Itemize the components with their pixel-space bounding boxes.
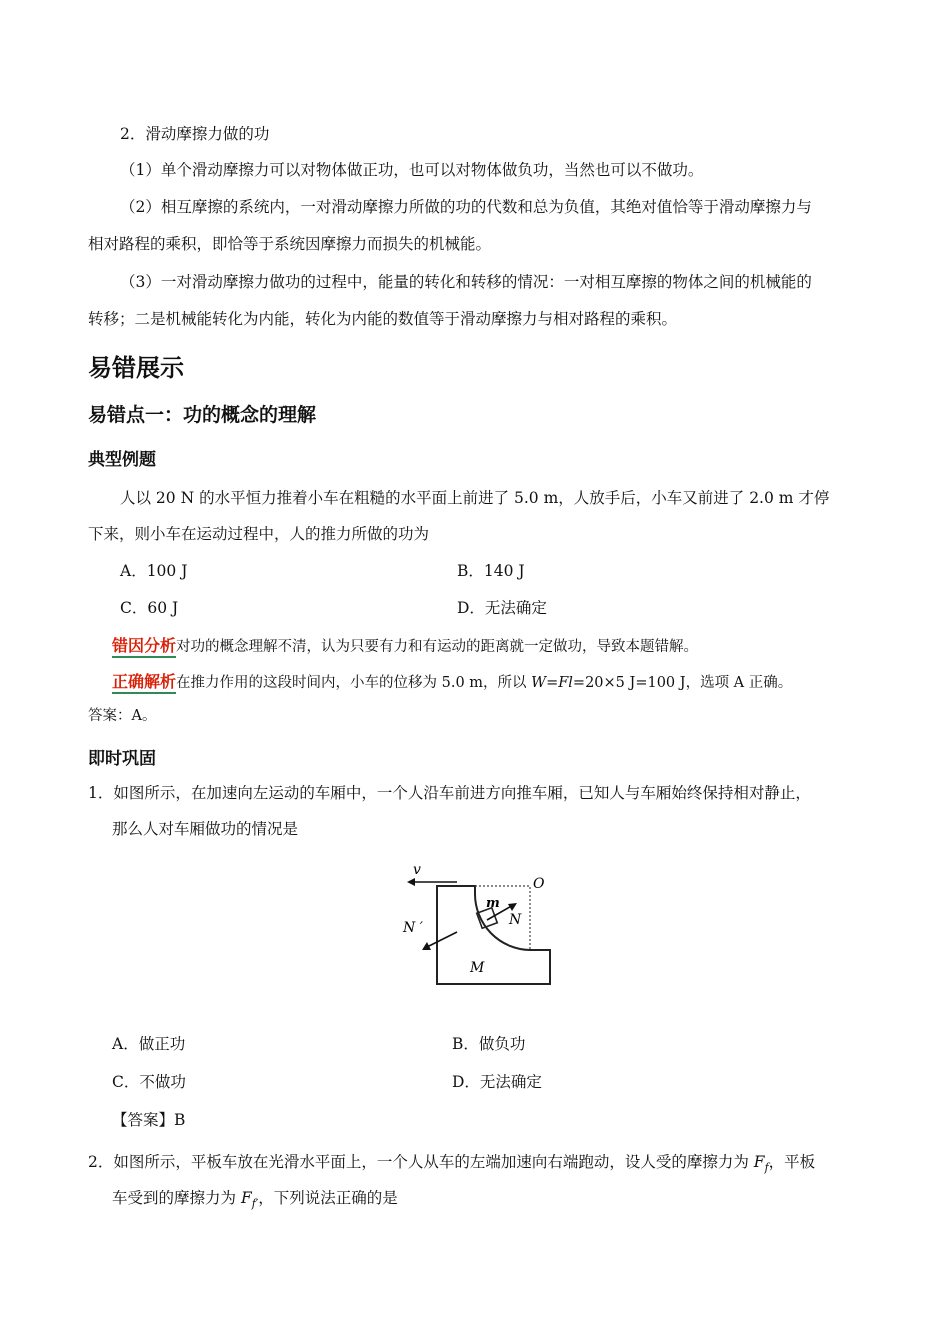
label-o: O — [533, 876, 545, 892]
sliding-friction-point-1: （1）单个滑动摩擦力可以对物体做正功，也可以对物体做负功，当然也可以不做功。 — [120, 161, 704, 179]
label-big-m: M — [470, 960, 485, 976]
error-point-title: 易错点一：功的概念的理解 — [88, 404, 317, 426]
example-option-b: B．140 J — [457, 562, 525, 580]
force-n-prime-arrow — [425, 932, 457, 948]
sliding-friction-point-3-cont: 转移；二是机械能转化为内能，转化为内能的数值等于滑动摩擦力与相对路程的乘积。 — [88, 310, 678, 328]
example-question-line1: 人以 20 N 的水平恒力推着小车在粗糙的水平面上前进了 5.0 m，人放手后，小车又前进了 2.0 m 才停 — [120, 489, 830, 507]
sliding-friction-heading: 2．滑动摩擦力做的功 — [120, 125, 270, 143]
q1-line2: 那么人对车厢做功的情况是 — [112, 820, 299, 838]
example-option-a: A．100 J — [120, 562, 188, 580]
q2-line2-post: ，下列说法正确的是 — [258, 1189, 398, 1207]
formula-fl: Fl — [558, 675, 573, 691]
example-answer: 答案：A。 — [88, 708, 157, 724]
q1-option-b: B．做负功 — [452, 1035, 526, 1053]
q1-figure — [395, 860, 565, 990]
example-question-line2: 下来，则小车在运动过程中，人的推力所做的功为 — [88, 525, 430, 543]
label-v: v — [413, 862, 421, 878]
q2-line1-text: 2．如图所示，平板车放在光滑水平面上，一个人从车的左端加速向右端跑动，设人受的摩擦力为 — [88, 1153, 754, 1171]
error-cause-text: 对功的概念理解不清，认为只要有力和有运动的距离就一定做功，导致本题错解。 — [176, 639, 699, 655]
q2-ff2: F — [240, 1189, 252, 1207]
sliding-friction-point-2: （2）相互摩擦的系统内，一对滑动摩擦力所做的功的代数和总为负值，其绝对值恰等于滑动摩擦力与 — [120, 198, 812, 216]
correct-analysis — [112, 664, 892, 701]
q2-line1-post: ，平板 — [768, 1153, 816, 1171]
q2-ff1: F — [753, 1153, 765, 1171]
formula-w: W — [531, 675, 547, 691]
error-cause-label: 错因分析 — [112, 636, 176, 658]
velocity-arrowhead — [407, 878, 415, 886]
q1-option-c: C．不做功 — [112, 1073, 186, 1091]
q1-answer: 【答案】B — [112, 1111, 186, 1129]
formula-rest: =20×5 J=100 J，选项 A 正确。 — [572, 675, 793, 691]
sliding-friction-point-2-cont: 相对路程的乘积，即恰等于系统因摩擦力而损失的机械能。 — [88, 235, 492, 253]
sliding-friction-point-3: （3）一对滑动摩擦力做功的过程中，能量的转化和转移的情况：一对相互摩擦的物体之间的机械能的 — [120, 273, 812, 291]
q1-line1: 1．如图所示，在加速向左运动的车厢中，一个人沿车前进方向推车厢，已知人与车厢始终保持相对静止， — [88, 784, 811, 802]
error-cause — [112, 628, 892, 665]
section-title: 易错展示 — [88, 354, 184, 382]
example-option-c: C．60 J — [120, 599, 179, 617]
dotted-guide — [475, 886, 530, 950]
example-heading: 典型例题 — [88, 450, 156, 470]
q2-ff1-sub: f — [764, 1161, 769, 1175]
practice-heading: 即时巩固 — [88, 749, 156, 769]
label-m: m — [486, 896, 500, 911]
correct-analysis-text: 在推力作用的这段时间内，小车的位移为 5.0 m，所以 — [176, 675, 532, 691]
formula-eq: = — [546, 675, 559, 691]
q1-option-a: A．做正功 — [112, 1035, 186, 1053]
example-option-d: D．无法确定 — [457, 599, 547, 617]
label-n-prime: N ′ — [403, 920, 423, 936]
q2-line2-text: 车受到的摩擦力为 — [112, 1189, 241, 1207]
correct-analysis-label: 正确解析 — [112, 672, 176, 694]
q2-ff2-sub: f′ — [251, 1197, 259, 1211]
label-n: N — [509, 912, 522, 928]
q2-line2 — [112, 1180, 892, 1222]
q1-option-d: D．无法确定 — [452, 1073, 542, 1091]
